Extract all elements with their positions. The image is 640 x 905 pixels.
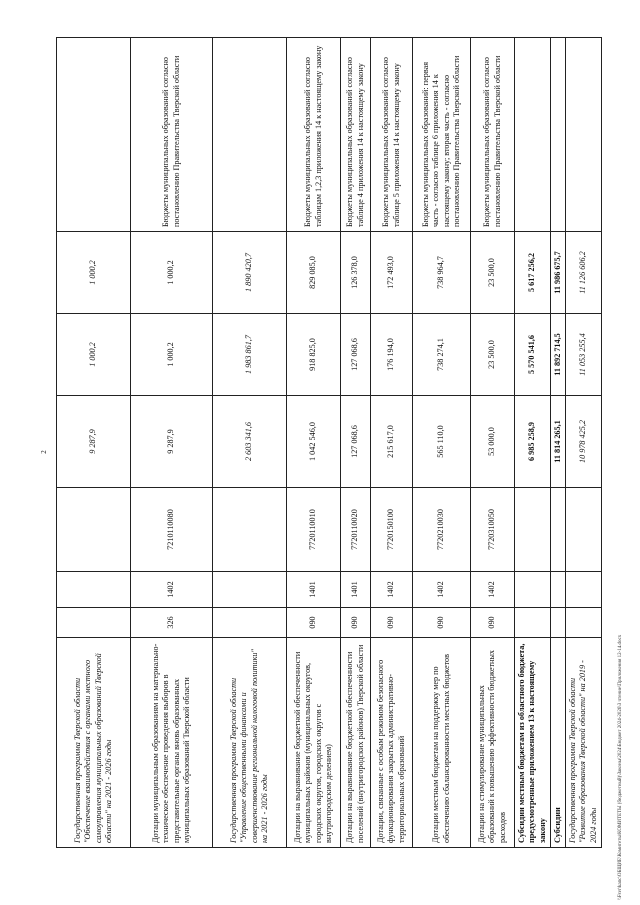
cell-code: 326 — [131, 608, 213, 638]
cell-y2025: 738 274,1 — [413, 314, 471, 396]
cell-target — [213, 488, 287, 572]
cell-note: Бюджеты муниципальных образований: первая часть - согласно таблице 6 приложения 14 к настоящему закону; вторая часть - согласно постановлению Правительства Тверской области — [413, 38, 471, 232]
cell-y2026: 1 000,2 — [57, 232, 131, 314]
cell-name: Государственная программа Тверской области "Развитие образования Тверской области" на 2019 - 2024 годы — [566, 638, 602, 848]
cell-code: 090 — [413, 608, 471, 638]
cell-note — [550, 38, 565, 232]
cell-y2026: 11 986 675,7 — [550, 232, 565, 314]
cell-note: Бюджеты муниципальных образований согласно постановлению Правительства Тверской области — [131, 38, 213, 232]
cell-section — [213, 572, 287, 608]
cell-name: Дотации на выравнивание бюджетной обеспеченности муниципальных районов (муниципальных округов, городских округов, городских округов с внутригородским делением) — [287, 638, 341, 848]
cell-y2024: 565 110,0 — [413, 396, 471, 488]
table-row — [550, 38, 565, 848]
cell-section: 1402 — [371, 572, 413, 608]
cell-y2026: 738 964,7 — [413, 232, 471, 314]
cell-section: 1402 — [131, 572, 213, 608]
cell-y2026: 126 378,0 — [341, 232, 371, 314]
cell-target — [515, 488, 551, 572]
cell-section: 1401 — [341, 572, 371, 608]
cell-note: Бюджеты муниципальных образований согласно таблице 4 приложения 14 к настоящему закону — [341, 38, 371, 232]
table-row — [131, 38, 213, 848]
cell-y2024: 6 985 258,9 — [515, 396, 551, 488]
cell-target: 7720310050 — [471, 488, 515, 572]
cell-section: 1402 — [471, 572, 515, 608]
table-row — [213, 38, 287, 848]
cell-y2025: 1 000,2 — [131, 314, 213, 396]
table-row — [471, 38, 515, 848]
cell-target — [57, 488, 131, 572]
page-number: 2 — [40, 450, 48, 454]
cell-y2024: 215 617,0 — [371, 396, 413, 488]
cell-note — [566, 38, 602, 232]
cell-y2026: 11 126 606,2 — [566, 232, 602, 314]
cell-code: 090 — [341, 608, 371, 638]
table-row — [515, 38, 551, 848]
cell-note — [515, 38, 551, 232]
cell-target: 7720110020 — [341, 488, 371, 572]
cell-y2024: 10 978 425,2 — [566, 396, 602, 488]
cell-code: 090 — [287, 608, 341, 638]
cell-y2025: 1 983 861,7 — [213, 314, 287, 396]
cell-y2024: 2 603 341,6 — [213, 396, 287, 488]
cell-y2024: 53 000,0 — [471, 396, 515, 488]
cell-note: Бюджеты муниципальных образований согласно постановлению Правительства Тверской области — [471, 38, 515, 232]
cell-section — [57, 572, 131, 608]
cell-y2024: 11 814 265,1 — [550, 396, 565, 488]
cell-y2025: 176 194,0 — [371, 314, 413, 396]
cell-note — [57, 38, 131, 232]
cell-target — [550, 488, 565, 572]
cell-name: Дотации на стимулирование муниципальных образований к повышению эффективности бюджетных расходов — [471, 638, 515, 848]
cell-y2026: 1 890 420,7 — [213, 232, 287, 314]
cell-y2025: 23 500,0 — [471, 314, 515, 396]
cell-note — [213, 38, 287, 232]
table-row — [566, 38, 602, 848]
cell-target: 7720110010 — [287, 488, 341, 572]
cell-name: Государственная программа Тверской области "Обеспечение взаимодействия с органами местного самоуправления муниципальных образований Тверской области" на 2021 - 2026 годы — [57, 638, 131, 848]
cell-y2025: 918 825,0 — [287, 314, 341, 396]
table-row — [57, 38, 131, 848]
cell-y2024: 9 287,9 — [57, 396, 131, 488]
cell-name: Субсидии — [550, 638, 565, 848]
cell-y2026: 23 500,0 — [471, 232, 515, 314]
cell-name: Государственная программа Тверской области "Управление общественными финансами и совершенствование региональной налоговой политики" на 2021 - 2026 годы — [213, 638, 287, 848]
cell-name: Дотации на выравнивание бюджетной обеспеченности поселений (внутригородских районов) Тверской области — [341, 638, 371, 848]
cell-target: 7720210030 — [413, 488, 471, 572]
cell-y2026: 829 085,0 — [287, 232, 341, 314]
cell-y2025: 5 570 541,6 — [515, 314, 551, 396]
footer-file-path: \\Fsvr\kanc\ОБЩИЕ\Комитеты\КОМИТЕТЫ (бюджетный)\Законы\2024\Бюджет 2024-2026\3 чтение\Приложения 12-14.docx — [618, 634, 623, 900]
cell-y2026: 5 617 256,2 — [515, 232, 551, 314]
cell-name: Дотации муниципальным образованиям на материально-техническое обеспечение проведения выборов в представительные органы вновь образованных муниципальных образований Тверской области — [131, 638, 213, 848]
cell-y2025: 11 053 255,4 — [566, 314, 602, 396]
cell-code: 090 — [471, 608, 515, 638]
cell-code — [57, 608, 131, 638]
cell-target: 7720150100 — [371, 488, 413, 572]
cell-y2024: 127 068,6 — [341, 396, 371, 488]
table-row — [287, 38, 341, 848]
cell-section — [566, 572, 602, 608]
cell-code — [550, 608, 565, 638]
table-row — [341, 38, 371, 848]
cell-note: Бюджеты муниципальных образований согласно таблице 5 приложения 14 к настоящему закону — [371, 38, 413, 232]
cell-name: Субсидии местным бюджетам из областного бюджета, предусмотренные приложением 13 к настоящему закону — [515, 638, 551, 848]
cell-note: Бюджеты муниципальных образований согласно таблицам 1,2,3 приложения 14 к настоящему закону — [287, 38, 341, 232]
cell-section — [550, 572, 565, 608]
cell-section: 1401 — [287, 572, 341, 608]
cell-code — [515, 608, 551, 638]
cell-name: Дотации, связанные с особым режимом безопасного функционирования закрытых административно-территориальных образований — [371, 638, 413, 848]
table-body — [57, 38, 602, 848]
cell-y2026: 1 000,2 — [131, 232, 213, 314]
cell-y2024: 9 287,9 — [131, 396, 213, 488]
cell-target: 7210110080 — [131, 488, 213, 572]
cell-y2026: 172 493,0 — [371, 232, 413, 314]
cell-y2025: 127 068,6 — [341, 314, 371, 396]
cell-code — [566, 608, 602, 638]
cell-y2025: 1 000,2 — [57, 314, 131, 396]
cell-section: 1402 — [413, 572, 471, 608]
cell-y2024: 1 042 546,0 — [287, 396, 341, 488]
table-row — [413, 38, 471, 848]
cell-section — [515, 572, 551, 608]
cell-target — [566, 488, 602, 572]
cell-name: Дотации местным бюджетам на поддержку мер по обеспечению сбалансированности местных бюджетов — [413, 638, 471, 848]
cell-y2025: 11 892 714,5 — [550, 314, 565, 396]
table-row — [371, 38, 413, 848]
cell-code: 090 — [371, 608, 413, 638]
cell-code — [213, 608, 287, 638]
appropriations-table — [56, 37, 602, 848]
